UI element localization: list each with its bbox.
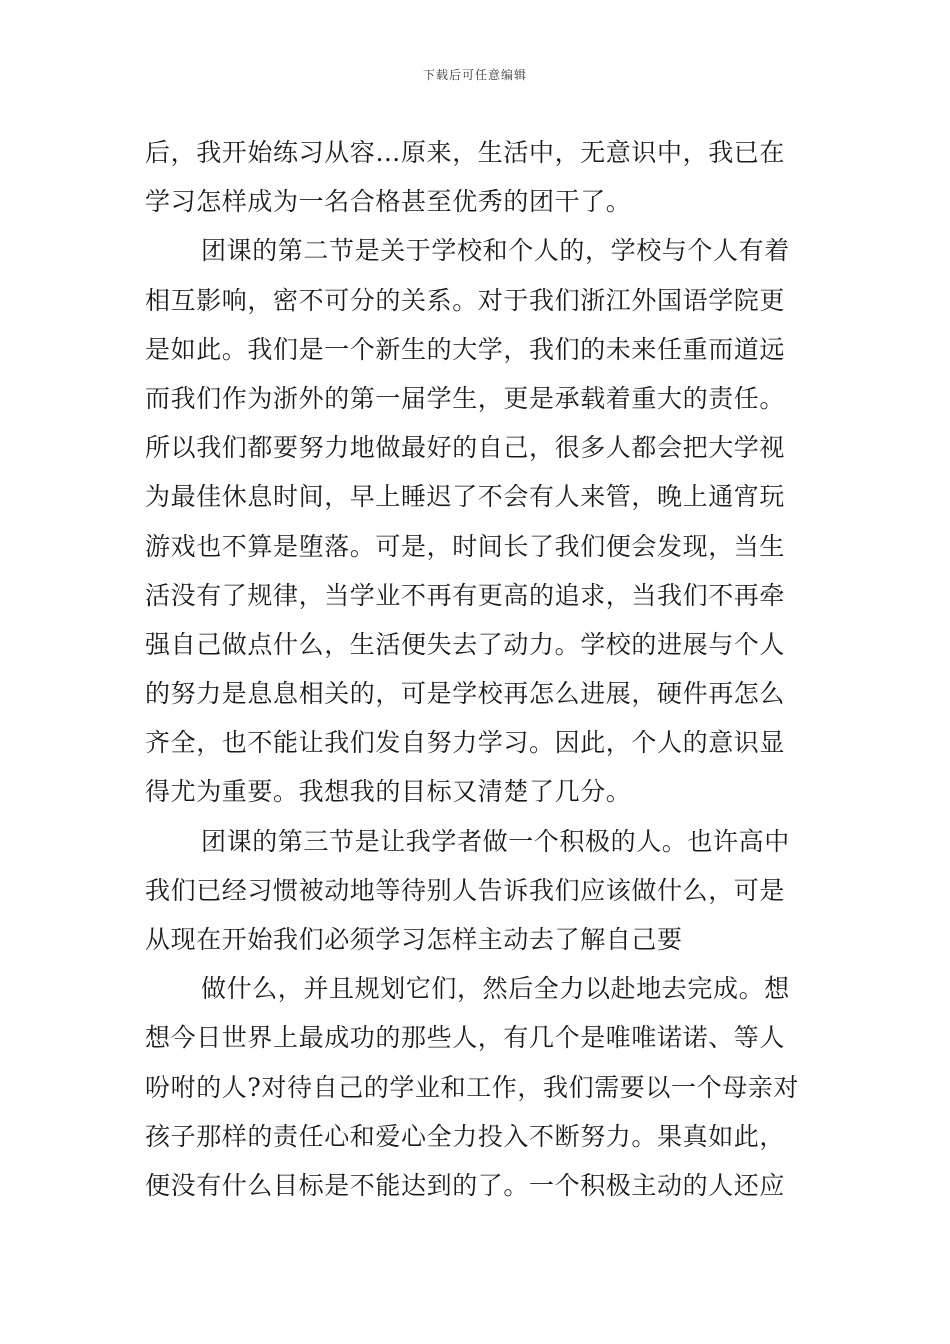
document-body bbox=[145, 128, 815, 1210]
text-line: 便没有什么目标是不能达到的了。一个积极主动的人还应 bbox=[145, 1170, 786, 1200]
text-line: 从现在开始我们必须学习怎样主动去了解自己要 bbox=[145, 925, 683, 954]
text-line: 我们已经习惯被动地等待别人告诉我们应该做什么，可是 bbox=[145, 875, 786, 905]
text-line: 吩咐的人?对待自己的学业和工作，我们需要以一个母亲对 bbox=[145, 1072, 800, 1102]
page-header: 下载后可任意编辑 bbox=[422, 68, 527, 82]
text-line: 齐全，也不能让我们发自努力学习。因此，个人的意识显 bbox=[145, 728, 786, 758]
paragraph-start-line: 团课的第二节是关于学校和个人的，学校与个人有着 bbox=[201, 236, 790, 266]
text-line: 游戏也不算是堕落。可是，时间长了我们便会发现，当生 bbox=[145, 531, 786, 561]
text-line: 的努力是息息相关的，可是学校再怎么进展，硬件再怎么 bbox=[145, 679, 786, 709]
text-line: 活没有了规律，当学业不再有更高的追求，当我们不再牵 bbox=[145, 580, 786, 610]
text-line: 所以我们都要努力地做最好的自己，很多人都会把大学视 bbox=[145, 433, 786, 463]
text-line: 得尤为重要。我想我的目标又清楚了几分。 bbox=[145, 777, 632, 807]
text-line: 而我们作为浙外的第一届学生，更是承载着重大的责任。 bbox=[145, 383, 786, 413]
text-line: 强自己做点什么，生活便失去了动力。学校的进展与个人 bbox=[145, 629, 786, 659]
text-line: 是如此。我们是一个新生的大学，我们的未来任重而道远 bbox=[145, 334, 786, 364]
text-line: 学习怎样成为一名合格甚至优秀的团干了。 bbox=[145, 187, 632, 217]
text-line: 想今日世界上最成功的那些人，有几个是唯唯诺诺、等人 bbox=[145, 1023, 786, 1053]
text-line: 后，我开始练习从容…原来，生活中，无意识中，我已在 bbox=[145, 138, 786, 167]
text-line: 相互影响，密不可分的关系。对于我们浙江外国语学院更 bbox=[145, 285, 786, 315]
text-line: 为最佳休息时间，早上睡迟了不会有人来管，晚上通宵玩 bbox=[145, 482, 786, 512]
paragraph-start-line: 团课的第三节是让我学者做一个积极的人。也许高中 bbox=[201, 826, 790, 856]
text-line: 孩子那样的责任心和爱心全力投入不断努力。果真如此， bbox=[145, 1121, 786, 1151]
paragraph-start-line: 做什么，并且规划它们，然后全力以赴地去完成。想 bbox=[201, 974, 790, 1004]
